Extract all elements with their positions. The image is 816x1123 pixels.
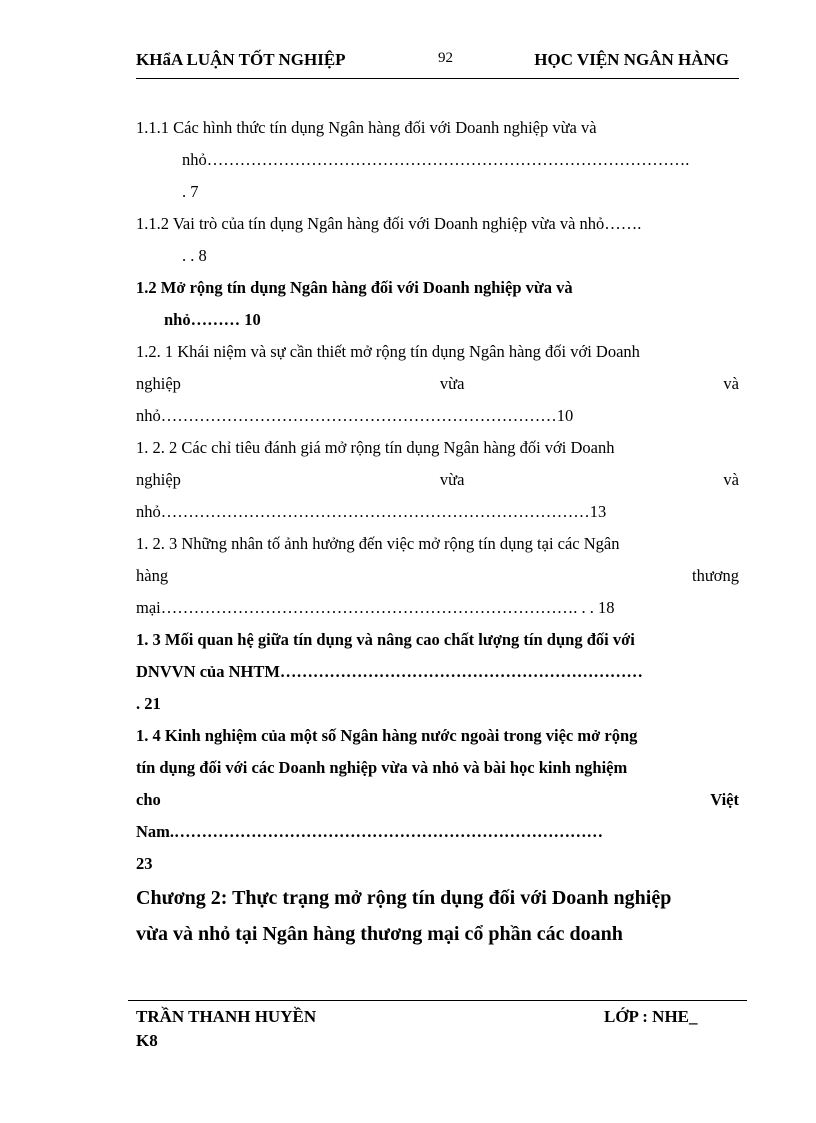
toc-word: nghiệp bbox=[136, 470, 181, 489]
page-number: 92 bbox=[438, 50, 453, 66]
header-institution: HỌC VIỆN NGÂN HÀNG bbox=[534, 50, 729, 69]
toc-entry-1-4-cont: tín dụng đối với các Doanh nghiệp vừa và nhỏ và bài học kinh nghiệm bbox=[136, 758, 628, 777]
page-header bbox=[136, 48, 739, 79]
toc-entry-1-4-cont3: Nam.…………………………………………………………………… bbox=[136, 822, 604, 841]
toc-entry-1-1-2-page: . . 8 bbox=[182, 246, 207, 265]
toc-entry-1-2-1[interactable]: 1.2. 1 Khái niệm và sự cần thiết mở rộng tín dụng Ngân hàng đối với Doanh bbox=[136, 342, 640, 361]
toc-word: Việt bbox=[710, 790, 739, 809]
toc-chapter-2[interactable]: Chương 2: Thực trạng mở rộng tín dụng đối với Doanh nghiệp bbox=[136, 887, 672, 909]
toc-entry-1-2-3-cont bbox=[136, 560, 739, 592]
footer-class: LỚP : NHE_ bbox=[604, 1007, 698, 1026]
toc-entry-1-2-2[interactable]: 1. 2. 2 Các chỉ tiêu đánh giá mở rộng tín dụng Ngân hàng đối với Doanh bbox=[136, 438, 615, 457]
toc-entry-1-2-3-page: mại…………………………………………………………………. . . 18 bbox=[136, 598, 615, 617]
toc-word: vừa bbox=[439, 374, 465, 393]
toc-chapter-2-cont: vừa và nhỏ tại Ngân hàng thương mại cổ phần các doanh bbox=[136, 923, 623, 945]
toc-word: thương bbox=[691, 566, 739, 585]
toc-entry-1-1-2[interactable]: 1.1.2 Vai trò của tín dụng Ngân hàng đối với Doanh nghiệp vừa và nhỏ……. bbox=[136, 214, 642, 233]
toc-entry-1-3-cont: DNVVN của NHTM………………………………………………………… bbox=[136, 662, 643, 681]
toc-word: hàng bbox=[136, 566, 169, 585]
toc-entry-1-2[interactable]: 1.2 Mở rộng tín dụng Ngân hàng đối với Doanh nghiệp vừa và bbox=[136, 278, 573, 297]
toc-word: vừa bbox=[439, 470, 465, 489]
page-footer bbox=[128, 1000, 747, 1050]
toc-entry-1-2-page: nhỏ……… 10 bbox=[164, 310, 261, 329]
table-of-contents bbox=[136, 112, 739, 952]
toc-entry-1-1-1-cont: nhỏ……………………………………………………………………………. bbox=[182, 150, 690, 169]
toc-entry-1-3-page: . 21 bbox=[136, 694, 161, 713]
toc-entry-1-2-1-cont bbox=[136, 368, 739, 400]
toc-entry-1-2-3[interactable]: 1. 2. 3 Những nhân tố ảnh hưởng đến việc mở rộng tín dụng tại các Ngân bbox=[136, 534, 620, 553]
toc-entry-1-2-2-cont bbox=[136, 464, 739, 496]
header-thesis-title: KHẩA LUẬN TỐT NGHIỆP bbox=[136, 50, 346, 69]
toc-entry-1-3[interactable]: 1. 3 Mối quan hệ giữa tín dụng và nâng cao chất lượng tín dụng đối với bbox=[136, 630, 635, 649]
toc-entry-1-1-1-page: . 7 bbox=[182, 182, 199, 201]
toc-entry-1-4-cont2 bbox=[136, 784, 739, 816]
toc-entry-1-4-page: 23 bbox=[136, 854, 153, 873]
toc-entry-1-2-1-page: nhỏ………………………………………………………………10 bbox=[136, 406, 574, 425]
toc-word: nghiệp bbox=[136, 374, 181, 393]
toc-entry-1-2-2-page: nhỏ……………………………………………………………………13 bbox=[136, 502, 607, 521]
footer-class-cont: K8 bbox=[136, 1031, 158, 1050]
footer-author: TRẦN THANH HUYỀN bbox=[136, 1007, 317, 1026]
toc-entry-1-4[interactable]: 1. 4 Kinh nghiệm của một số Ngân hàng nước ngoài trong việc mở rộng bbox=[136, 726, 638, 745]
toc-word: cho bbox=[136, 790, 161, 809]
toc-word: và bbox=[723, 470, 739, 489]
toc-entry-1-1-1[interactable]: 1.1.1 Các hình thức tín dụng Ngân hàng đối với Doanh nghiệp vừa và bbox=[136, 118, 597, 137]
toc-word: và bbox=[723, 374, 739, 393]
